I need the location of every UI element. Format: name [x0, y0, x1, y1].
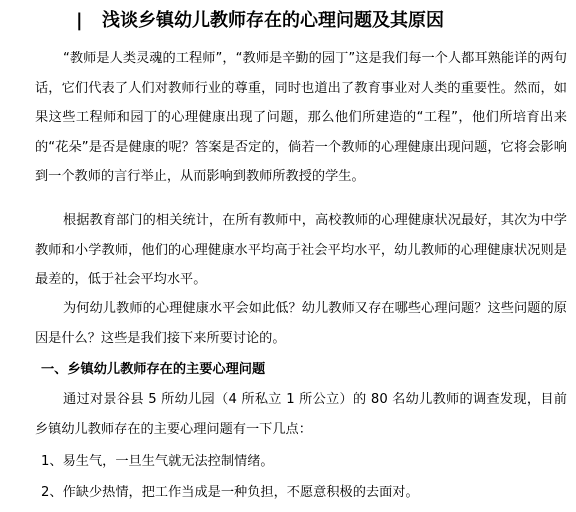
- title-marker: |: [76, 10, 83, 31]
- paragraph-survey: 通过对景谷县 5 所幼儿园（4 所私立 1 所公立）的 80 名幼儿教师的调查发现，目前乡镇幼儿教师存在的主要心理问题有一下几点：: [35, 392, 567, 437]
- document-title: [0, 8, 576, 34]
- section-heading: 一、乡镇幼儿教师存在的主要心理问题: [41, 362, 266, 377]
- paragraph-questions: 为何幼儿教师的心理健康水平会如此低？幼儿教师又存在哪些心理问题？这些问题的原因是什么？这些是我们接下来所要讨论的。: [35, 301, 567, 346]
- paragraph-statistics: 根据教育部门的相关统计，在所有教师中，高校教师的心理健康状况最好，其次为中学教师和小学教师，他们的心理健康水平均高于社会平均水平，幼儿教师的心理健康状况则是最差的，低于社会平均水平。: [35, 213, 567, 287]
- paragraph-intro: “教师是人类灵魂的工程师”，“教师是辛勤的园丁”这是我们每一个人都耳熟能详的两句话，它们代表了人们对教师行业的尊重，同时也道出了教育事业对人类的重要性。然而，如果这些工程师和园丁的心理健康出现了问题，那么他们所建造的“工程”，他们所培育出来的“花朵”是否是健康的呢？答案是否定的，倘若一个教师的心理健康出现问题，它将会影响到一个教师的言行举止，从而影响到教师所教授的学生。: [35, 51, 567, 184]
- title-text: 浅谈乡镇幼儿教师存在的心理问题及其原因: [102, 10, 444, 31]
- list-item: 1、易生气，一旦生气就无法控制情绪。: [41, 454, 274, 469]
- list-item: 2、作缺少热情，把工作当成是一种负担，不愿意积极的去面对。: [41, 485, 419, 500]
